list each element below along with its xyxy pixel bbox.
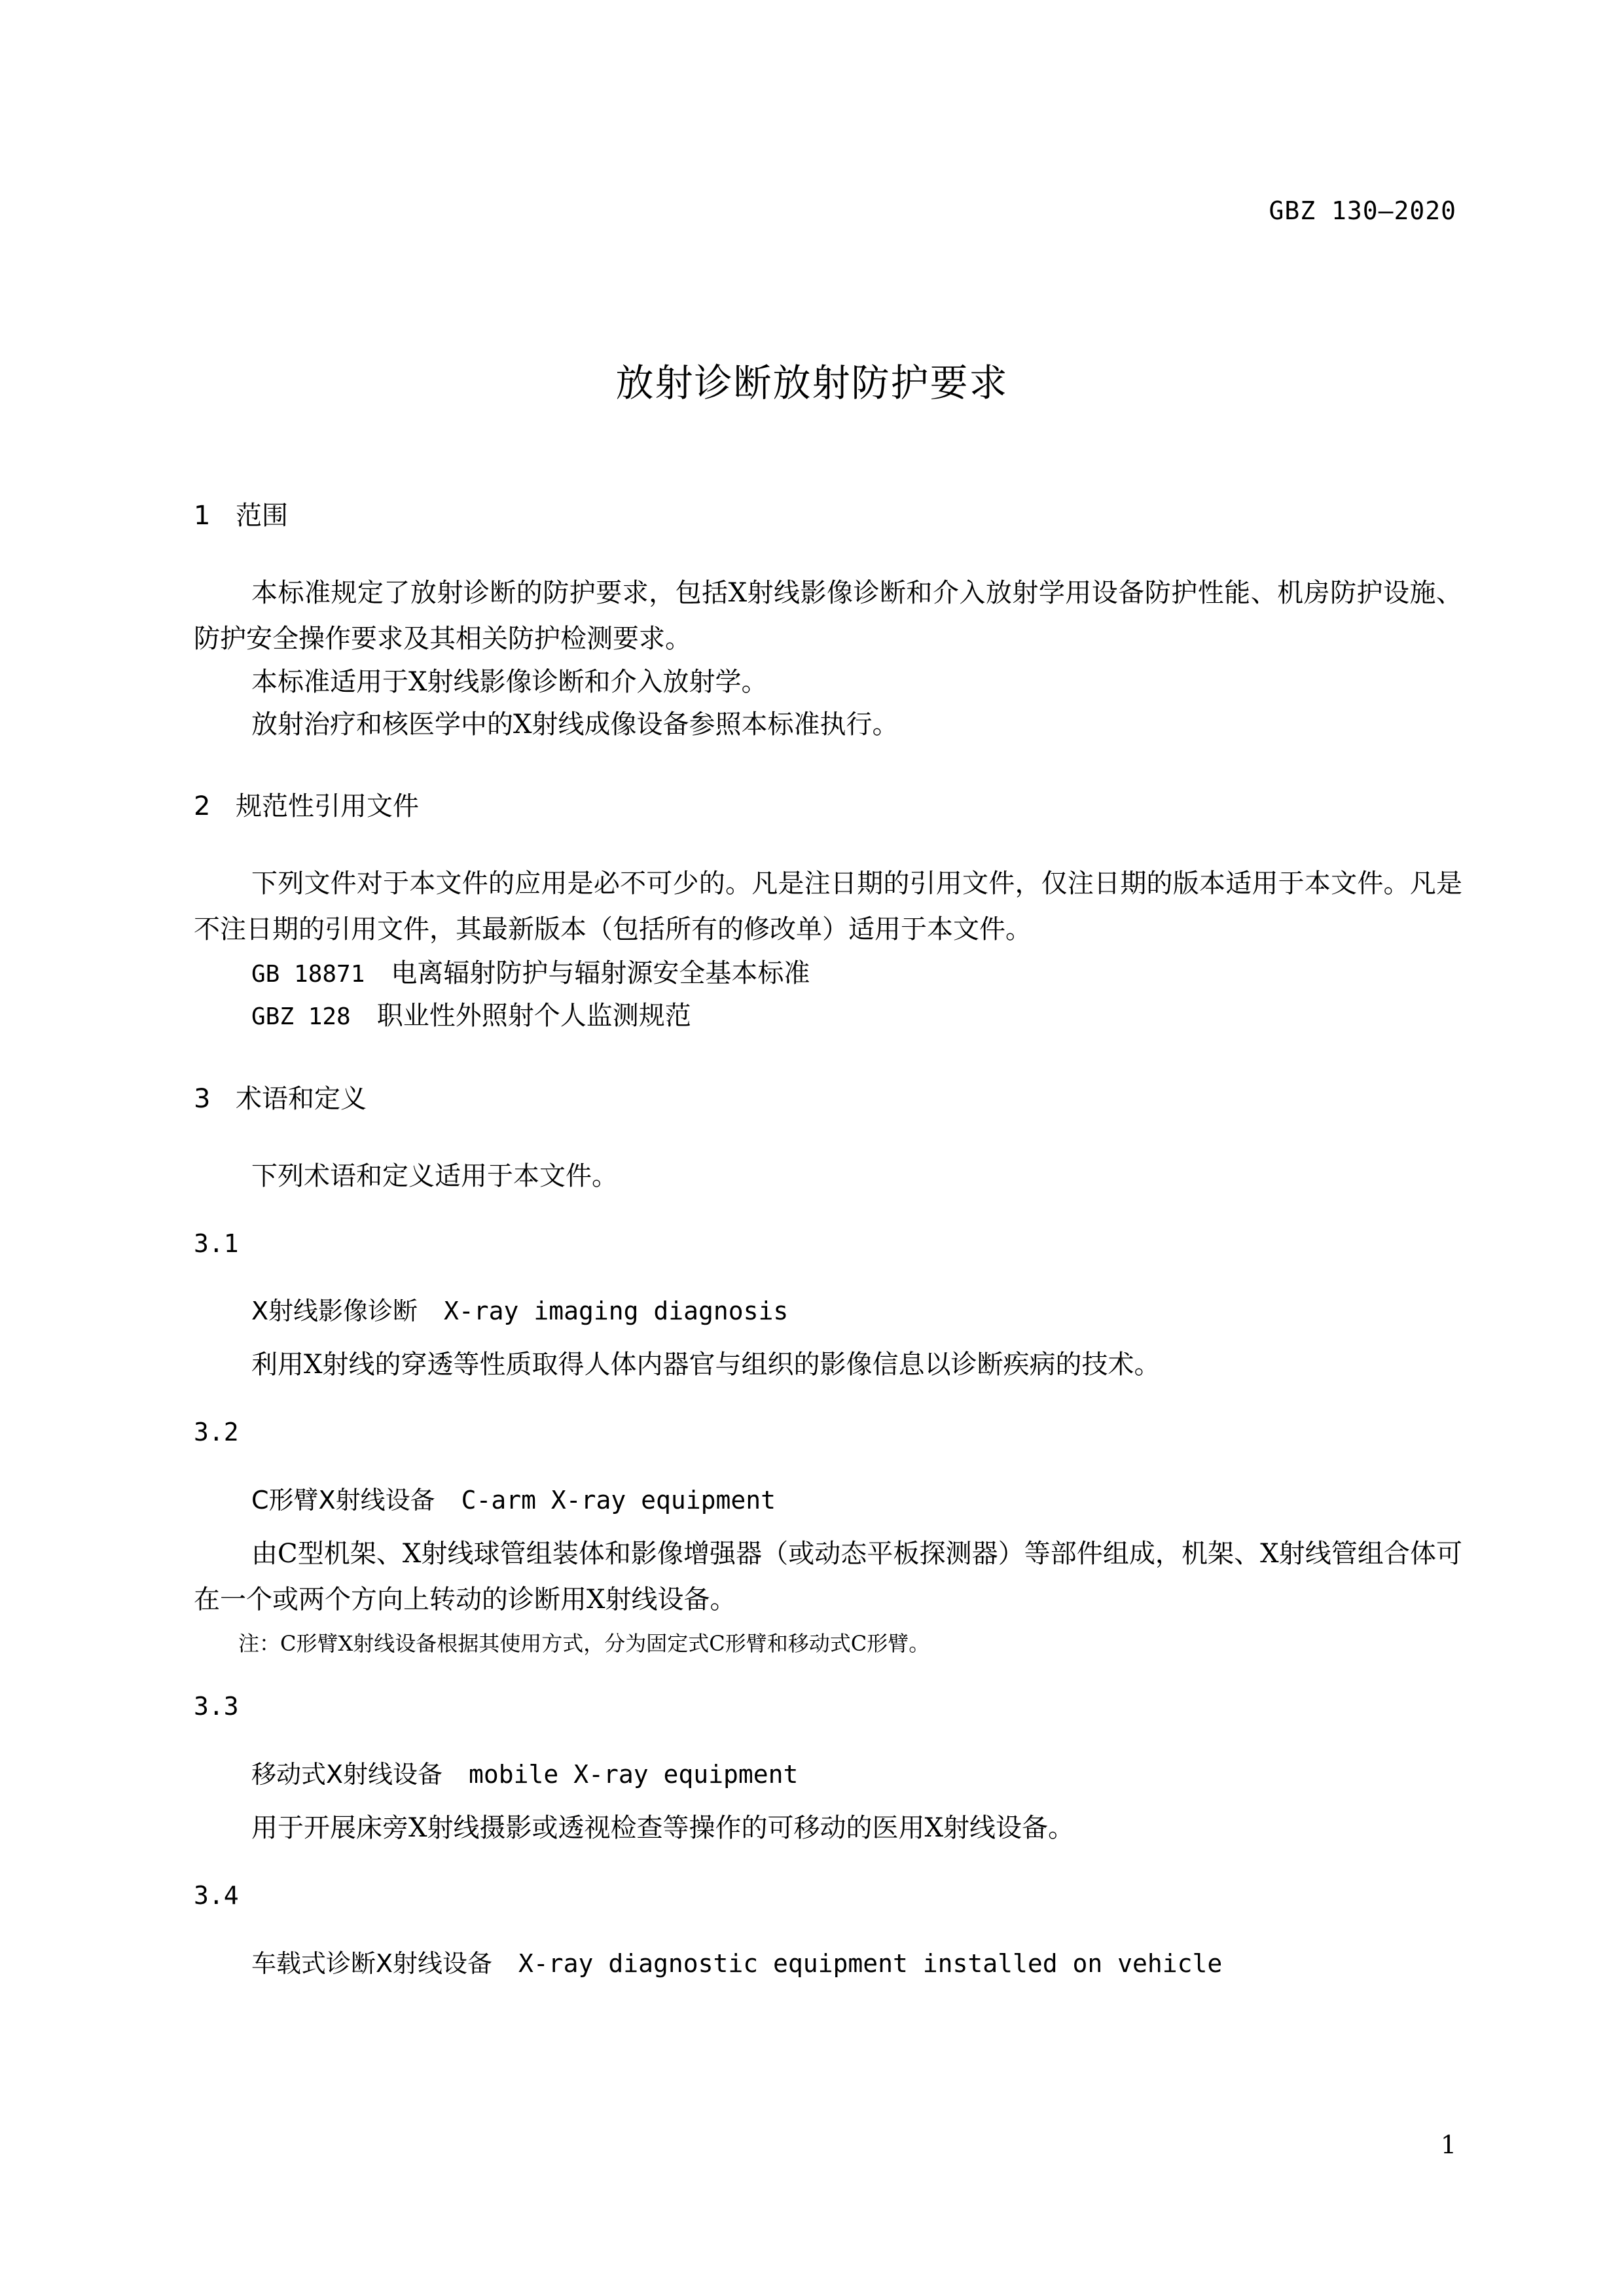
reference-title: 电离辐射防护与辐射源安全基本标准 xyxy=(391,958,810,988)
document-title: 放射诊断放射防护要求 xyxy=(615,361,1009,405)
term-zh: C形臂X射线设备 xyxy=(251,1486,435,1515)
term-zh: 车载式诊断X射线设备 xyxy=(251,1949,493,1978)
term-entry xyxy=(251,1291,788,1327)
section-number: 1 xyxy=(194,501,211,531)
term-note: 注：C形臂X射线设备根据其使用方式，分为固定式C形臂和移动式C形臂。 xyxy=(238,1631,930,1656)
term-entry xyxy=(251,1480,776,1516)
paragraph: 本标准适用于X射线影像诊断和介入放射学。 xyxy=(251,667,768,697)
clause-number: 3.4 xyxy=(194,1881,239,1910)
paragraph: 下列术语和定义适用于本文件。 xyxy=(251,1161,618,1191)
term-en: X-ray imaging diagnosis xyxy=(444,1297,789,1325)
term-entry xyxy=(251,1943,1222,1979)
reference-code: GB 18871 xyxy=(251,961,365,988)
term-en: X-ray diagnostic equipment installed on vehicle xyxy=(518,1949,1223,1978)
reference-item xyxy=(251,995,691,1032)
section-heading-normative-references xyxy=(194,785,419,823)
clause-number: 3.3 xyxy=(194,1692,239,1721)
term-en: C-arm X-ray equipment xyxy=(461,1486,776,1515)
term-definition: 由C型机架、X射线球管组装体和影像增强器（或动态平板探测器）等部件组成，机架、X射线管组合体可在一个或两个方向上转动的诊断用X射线设备。 xyxy=(194,1539,1462,1615)
term-zh: 移动式X射线设备 xyxy=(251,1760,443,1789)
term-en: mobile X-ray equipment xyxy=(469,1760,799,1789)
page-header-standard-code: GBZ 130—2020 xyxy=(1269,196,1456,225)
section-number: 3 xyxy=(194,1084,211,1114)
section-heading-scope xyxy=(194,495,288,532)
section-number: 2 xyxy=(194,791,211,821)
term-definition: 用于开展床旁X射线摄影或透视检查等操作的可移动的医用X射线设备。 xyxy=(251,1813,1074,1843)
section-title: 规范性引用文件 xyxy=(236,791,419,821)
page-number: 1 xyxy=(1440,2130,1456,2159)
term-definition: 利用X射线的穿透等性质取得人体内器官与组织的影像信息以诊断疾病的技术。 xyxy=(251,1350,1161,1380)
paragraph: 本标准规定了放射诊断的防护要求，包括X射线影像诊断和介入放射学用设备防护性能、机房防护设施、防护安全操作要求及其相关防护检测要求。 xyxy=(194,578,1462,654)
paragraph: 下列文件对于本文件的应用是必不可少的。凡是注日期的引用文件，仅注日期的版本适用于本文件。凡是不注日期的引用文件，其最新版本（包括所有的修改单）适用于本文件。 xyxy=(194,869,1462,944)
section-title: 术语和定义 xyxy=(236,1084,367,1114)
reference-item xyxy=(251,952,810,990)
reference-title: 职业性外照射个人监测规范 xyxy=(376,1001,691,1031)
reference-code: GBZ 128 xyxy=(251,1003,351,1030)
clause-number: 3.2 xyxy=(194,1418,239,1446)
section-heading-terms-definitions xyxy=(194,1078,367,1115)
paragraph: 放射治疗和核医学中的X射线成像设备参照本标准执行。 xyxy=(251,709,899,740)
section-title: 范围 xyxy=(236,501,288,531)
term-zh: X射线影像诊断 xyxy=(251,1297,418,1325)
term-entry xyxy=(251,1754,798,1790)
clause-number: 3.1 xyxy=(194,1229,239,1258)
